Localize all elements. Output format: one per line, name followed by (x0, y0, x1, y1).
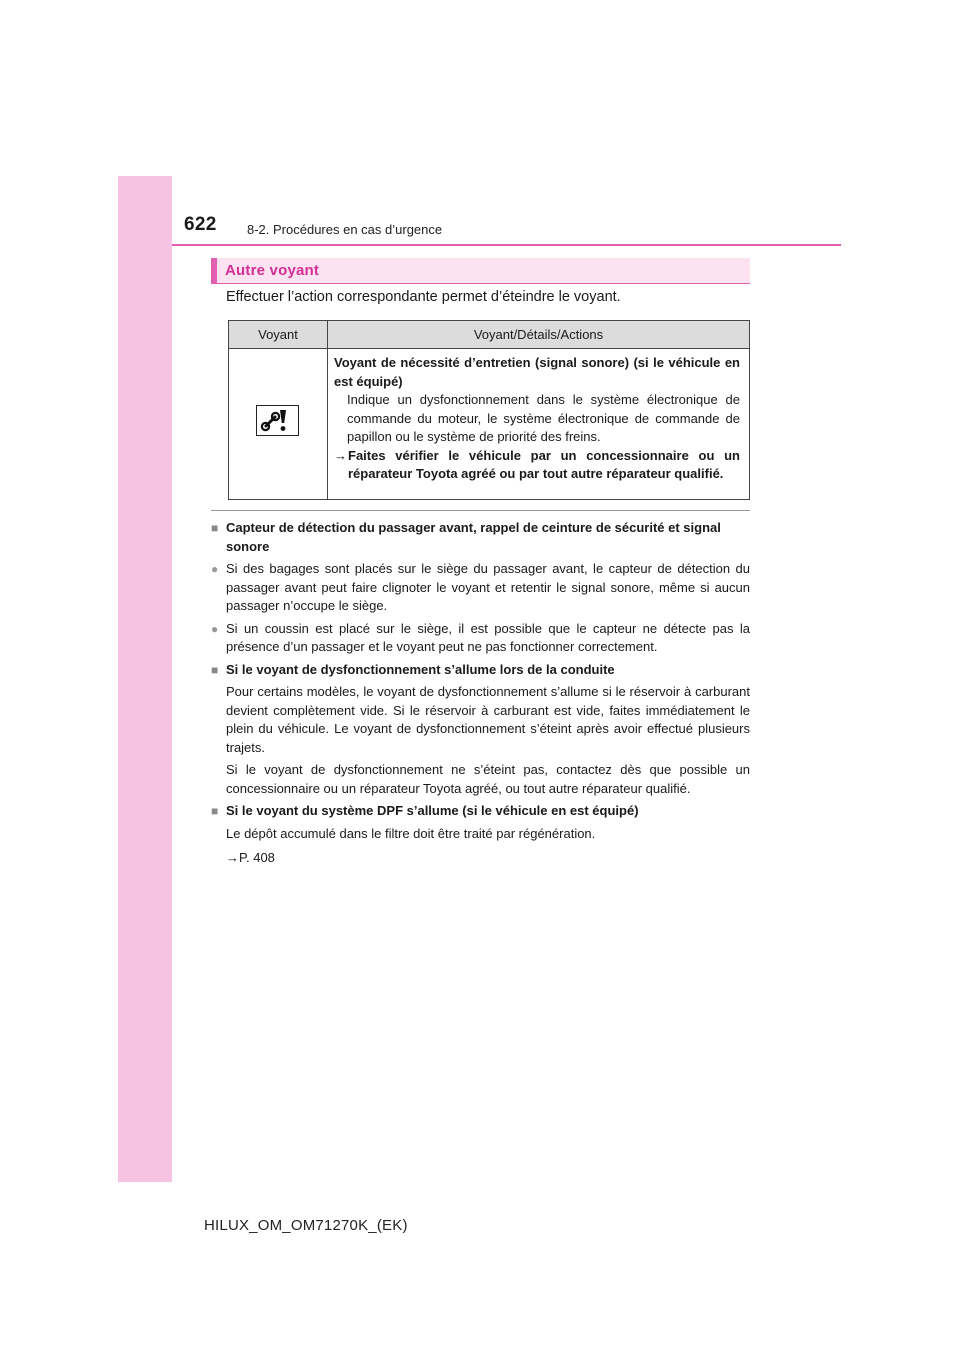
heading-accent-bar (211, 258, 217, 284)
note-paragraph: Si le voyant de dysfonctionnement ne s’éteint pas, contactez dès que possible un concessionnaire ou un réparateur Toyota agréé, ou tout autre réparateur qualifié. (226, 762, 750, 796)
list-item (211, 560, 750, 616)
warning-light-action-text: Faites vérifier le véhicule par un concessionnaire ou un réparateur Toyota agréé ou par tout autre réparateur qualifié. (348, 447, 740, 481)
warning-light-description: Indique un dysfonctionnement dans le système électronique de commande du moteur, le système électronique de commande de papillon ou le système de priorité des freins. (347, 392, 740, 444)
intro-text: Effectuer l’action correspondante permet d’éteindre le voyant. (226, 289, 621, 305)
header-rule (172, 244, 841, 246)
table-header-row (229, 321, 750, 349)
footer-doc-code: HILUX_OM_OM71270K_(EK) (204, 1217, 408, 1234)
list-item (211, 620, 750, 657)
note-paragraph: Le dépôt accumulé dans le filtre doit être traité par régénération. (226, 825, 596, 841)
circle-bullet-icon: ● (211, 562, 219, 576)
section-heading (211, 258, 750, 284)
warning-light-title: Voyant de nécessité d’entretien (signal sonore) (si le véhicule en est équipé) (334, 355, 740, 389)
square-bullet-icon: ■ (211, 662, 219, 677)
table-row (229, 349, 750, 500)
list-item-text: Si un coussin est placé sur le siège, il est possible que le capteur ne détecte pas la présence d’un passager et le voyant peut ne pas fonctionner correctement. (226, 620, 750, 654)
table-details-cell (328, 349, 750, 500)
warning-light-table (228, 320, 750, 500)
note-heading (211, 802, 750, 821)
circle-bullet-icon: ● (211, 621, 219, 636)
note-heading (211, 519, 750, 556)
section-heading-text: Autre voyant (225, 262, 320, 279)
page-reference-link[interactable]: →P. 408 (226, 850, 275, 865)
note-heading-text: Capteur de détection du passager avant, rappel de ceinture de sécurité et signal sonore (226, 520, 721, 554)
side-tab (118, 176, 172, 1182)
square-bullet-icon: ■ (211, 521, 219, 535)
content-divider (211, 510, 750, 511)
note-paragraph: Pour certains modèles, le voyant de dysfonctionnement s’allume si le réservoir à carburant devient complètement vide. Si le réservoir à carburant est vide, faites immédiatement le plein du véhicule. Le voyant de dysfonctionnement s’éteint après avoir effectué plusieurs trajets. (226, 684, 750, 755)
maintenance-sound-warning-icon (256, 405, 299, 436)
list-item-text: Si des bagages sont placés sur le siège du passager avant, le capteur de détection du passager avant peut faire clignoter le voyant et retentir le signal sonore, même si aucun passager n’occupe le siège. (226, 561, 750, 613)
warning-light-action (334, 447, 740, 484)
square-bullet-icon: ■ (211, 804, 219, 818)
table-icon-cell (229, 349, 328, 500)
note-heading (211, 661, 750, 680)
arrow-icon: → (334, 447, 347, 463)
notes-section (211, 519, 750, 868)
table-header-details: Voyant/Détails/Actions (328, 321, 750, 349)
note-heading-text: Si le voyant de dysfonctionnement s’allume lors de la conduite (226, 661, 615, 677)
table-header-voyant: Voyant (229, 321, 328, 349)
section-title: 8-2. Procédures en cas d’urgence (247, 222, 443, 237)
note-heading-text: Si le voyant du système DPF s’allume (si le véhicule en est équipé) (226, 803, 639, 818)
page-number: 622 (184, 214, 217, 235)
